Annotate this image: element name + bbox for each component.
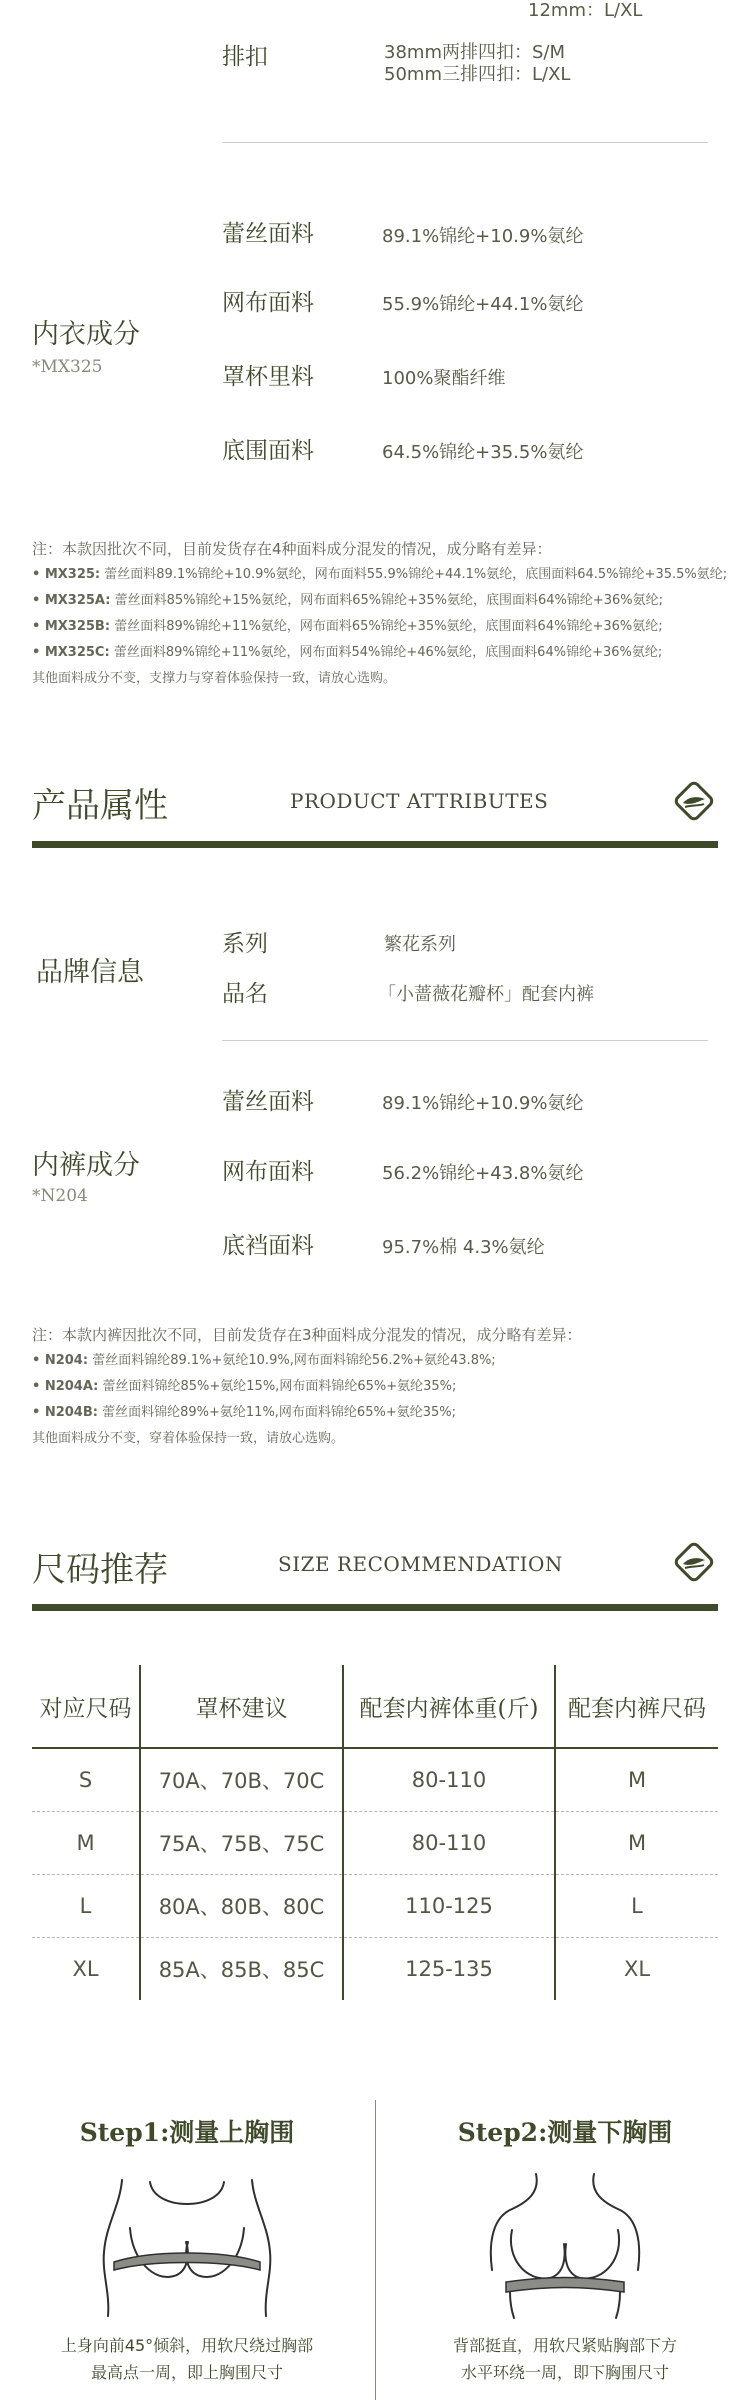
table-cell: 70A、70B、70C [140,1748,343,1812]
bra-row-value: 89.1%锦纶+10.9%氨纶 [382,226,584,247]
step2-line-2: 水平环绕一周，即下胸围尺寸 [460,2363,669,2382]
table-cell: L [32,1875,140,1938]
attributes-title: 产品属性 [32,786,168,826]
clasp-line-1: 38mm两排四扣：S/M [384,42,565,63]
table-cell: 125-135 [343,1938,555,2001]
brand-logo-icon [672,779,716,823]
product-name-label: 品名 [222,981,268,1007]
bra-row-value: 55.9%锦纶+44.1%氨纶 [382,294,584,315]
panty-note-line [32,1400,496,1426]
column-header: 配套内裤尺码 [555,1665,718,1748]
note-code: • MX325C: [32,645,110,660]
step1-line-2: 最高点一周，即上胸围尺寸 [90,2363,283,2382]
panty-note-list [32,1348,496,1426]
note-code: • N204A: [32,1379,99,1394]
step2-title: Step2:测量下胸围 [457,2118,673,2147]
bra-note-line [32,614,727,640]
bra-note-outro: 其他面料成分不变，支撑力与穿着体验保持一致，请放心选购。 [32,671,397,686]
column-header: 罩杯建议 [140,1665,343,1748]
table-cell: 80-110 [343,1748,555,1812]
table-row [32,1812,718,1875]
step2-description [410,2332,720,2386]
bra-note-list [32,562,727,666]
bra-note-line [32,562,727,588]
clasp-label: 排扣 [222,44,268,70]
bra-composition-label: 内衣成分 [32,319,140,350]
bra-note-intro: 注：本款因批次不同，目前发货存在4种面料成分混发的情况，成分略有差异： [32,540,552,558]
panty-row-label: 底裆面料 [222,1233,314,1259]
table-row [32,1875,718,1938]
brand-info-label: 品牌信息 [36,957,144,988]
bra-row-label: 罩杯里料 [222,364,314,390]
size-table-header-row [32,1665,718,1748]
note-code: • MX325B: [32,619,111,634]
bra-model-code: *MX325 [32,357,103,377]
panty-row-label: 蕾丝面料 [222,1089,314,1115]
size-table [32,1665,718,2000]
panty-model-code: *N204 [32,1186,88,1206]
table-cell: 80A、80B、80C [140,1875,343,1938]
series-value: 繁花系列 [384,934,456,955]
table-cell: 80-110 [343,1812,555,1875]
size-title-en: SIZE RECOMMENDATION [278,1552,563,1576]
section-bar [32,1604,718,1611]
table-cell: M [32,1812,140,1875]
note-text: 蕾丝面料89%锦纶+11%氨纶，网布面料54%锦纶+46%氨纶，底围面料64%锦纶+36%氨纶; [113,645,663,660]
note-code: • N204: [32,1353,89,1368]
table-cell: S [32,1748,140,1812]
note-code: • N204B: [32,1405,98,1420]
measure-underbust-icon [470,2170,660,2320]
bra-note-line [32,588,727,614]
table-cell: M [555,1812,718,1875]
panty-row-value: 56.2%锦纶+43.8%氨纶 [382,1163,584,1184]
clasp-values [384,42,570,86]
panty-row-value: 89.1%锦纶+10.9%氨纶 [382,1093,584,1114]
table-cell: XL [72,1957,99,1981]
step1-description [32,2332,342,2386]
bra-row-value: 64.5%锦纶+35.5%氨纶 [382,442,584,463]
panty-row-label: 网布面料 [222,1159,314,1185]
bra-row-label: 蕾丝面料 [222,221,314,247]
divider [222,1040,708,1041]
step2-line-1: 背部挺直，用软尺紧贴胸部下方 [452,2336,677,2355]
step1-line-1: 上身向前45°倾斜，用软尺绕过胸部 [60,2336,314,2355]
panty-note-line [32,1348,496,1374]
table-cell: 75A、75B、75C [140,1812,343,1875]
note-text: 蕾丝面料89.1%锦纶+10.9%氨纶，网布面料55.9%锦纶+44.1%氨纶，底围面料64.5%锦纶+35.5%氨纶; [104,567,728,582]
bra-row-label: 网布面料 [222,290,314,316]
column-header: 对应尺码 [32,1665,140,1748]
bra-row-value: 100%聚酯纤维 [382,368,506,389]
table-cell: XL [555,1938,718,2001]
table-row [32,1748,718,1812]
panty-row-value: 95.7%棉 4.3%氨纶 [382,1237,545,1258]
size-title: 尺码推荐 [32,1550,168,1590]
measure-bust-icon [92,2170,282,2320]
column-header: 配套内裤体重(斤) [343,1665,555,1748]
panty-note-intro: 注：本款内裤因批次不同，目前发货存在3种面料成分混发的情况，成分略有差异： [32,1326,582,1344]
panty-note-outro: 其他面料成分不变，穿着体验保持一致，请放心选购。 [32,1431,345,1446]
note-text: 蕾丝面料锦纶85%+氨纶15%,网布面料锦纶65%+氨纶35%; [102,1379,457,1394]
panty-composition-label: 内裤成分 [32,1150,140,1181]
brand-logo-icon [672,1540,716,1584]
note-text: 蕾丝面料锦纶89%+氨纶11%,网布面料锦纶65%+氨纶35%; [102,1405,456,1420]
step1-title: Step1:测量上胸围 [79,2118,295,2147]
series-label: 系列 [222,931,268,957]
note-text: 蕾丝面料锦纶89.1%+氨纶10.9%,网布面料锦纶56.2%+氨纶43.8%; [92,1353,496,1368]
table-cell: 110-125 [343,1875,555,1938]
note-text: 蕾丝面料89%锦纶+11%氨纶，网布面料65%锦纶+35%氨纶，底围面料64%锦纶+36%氨纶; [114,619,663,634]
cut-size-text: 12mm：L/XL [528,0,643,21]
table-cell: L [555,1875,718,1938]
clasp-line-2: 50mm三排四扣：L/XL [384,64,571,85]
note-code: • MX325A: [32,593,111,608]
bra-row-label: 底围面料 [222,438,314,464]
attributes-title-en: PRODUCT ATTRIBUTES [290,789,549,813]
table-cell: M [555,1748,718,1812]
steps-divider [375,2100,376,2400]
note-text: 蕾丝面料85%锦纶+15%氨纶，网布面料65%锦纶+35%氨纶，底围面料64%锦纶+36%氨纶; [114,593,664,608]
product-name-value: 「小蔷薇花瓣杯」配套内裤 [378,984,594,1005]
note-code: • MX325: [32,567,101,582]
divider [222,142,708,143]
panty-note-line [32,1374,496,1400]
table-cell: 85A、85B、85C [140,1938,343,2001]
table-row [32,1938,718,2001]
section-bar [32,841,718,848]
bra-note-line [32,640,727,666]
